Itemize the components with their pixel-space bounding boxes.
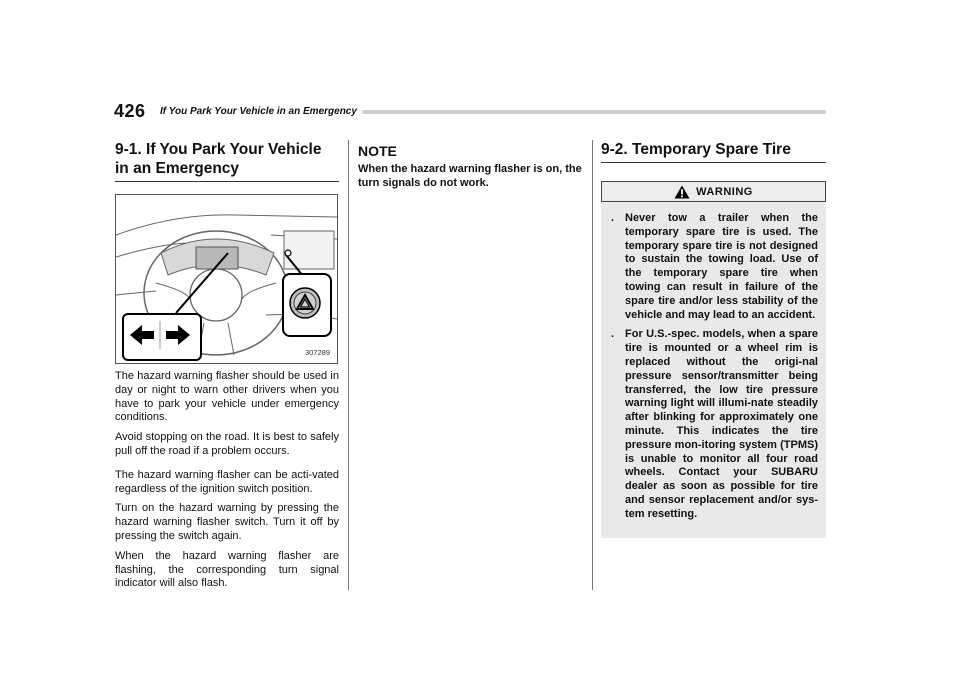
warning-item-text: For U.S.-spec. models, when a spare tire is mounted or a wheel rim is replaced without the origi-nal pressure sensor/transmitter being transferred, the low tire pressure warning light will illumi-nate steadily after blinking for approximately one minute. This indicates the tire pressure mon-itoring system (TPMS) is unable to monitor all four road wheels. Contact your SUBARU dealer as soon as possible for tire and sensor replacement and/or sys-tem resetting. (625, 328, 818, 520)
page-header (114, 101, 826, 121)
warning-header (601, 181, 826, 202)
paragraph: Avoid stopping on the road. It is best to safely pull off the road if a problem occurs. (115, 431, 339, 457)
column-divider (592, 140, 593, 590)
hazard-switch-figure (115, 194, 338, 364)
warning-item-text: Never tow a trailer when the temporary spare tire is used. The temporary spare tire is not designed to sustain the towing load. Use of the temporary spare tire when towing can result in failure of the spare tire and/or less stability of the vehicle and may lead to an accident. (625, 212, 818, 321)
warning-label: WARNING (696, 185, 753, 198)
hazard-switch-inset (282, 273, 332, 337)
column-right (601, 140, 826, 538)
section-title: 9-1. If You Park Your Vehicle in an Emergency (115, 140, 339, 182)
header-rule (362, 110, 826, 114)
warning-triangle-icon (674, 185, 690, 199)
turn-left-arrow-icon (130, 325, 154, 345)
figure-code: 307289 (304, 348, 330, 357)
warning-list (601, 212, 826, 522)
turn-right-arrow-icon (166, 325, 190, 345)
note-heading: NOTE (358, 143, 397, 159)
column-divider (348, 140, 349, 590)
paragraph: The hazard warning flasher can be acti-vated regardless of the ignition switch position. (115, 468, 339, 495)
paragraph: Turn on the hazard warning by pressing the hazard warning flasher switch. Turn it off by pressing the switch again. (115, 502, 339, 542)
section-title: 9-2. Temporary Spare Tire (601, 140, 826, 163)
warning-item (605, 328, 818, 521)
warning-box (601, 181, 826, 538)
column-middle (358, 140, 584, 190)
paragraph: When the hazard warning flasher are flashing, the corresponding turn signal indicator will also flash. (115, 549, 339, 590)
running-title: If You Park Your Vehicle in an Emergency (160, 106, 357, 117)
turn-indicator-inset (122, 313, 202, 361)
page-number: 426 (114, 101, 146, 121)
warning-item (605, 212, 818, 322)
bullet-marker: . (611, 212, 615, 224)
column-left (115, 140, 339, 591)
bullet-marker: . (611, 328, 615, 341)
hazard-switch-icon (284, 275, 326, 331)
note-text: When the hazard warning flasher is on, the turn signals do not work. (358, 163, 582, 189)
paragraph: The hazard warning flasher should be used in day or night to warn other drivers when you have to park your vehicle under emergency conditions. (115, 370, 339, 424)
